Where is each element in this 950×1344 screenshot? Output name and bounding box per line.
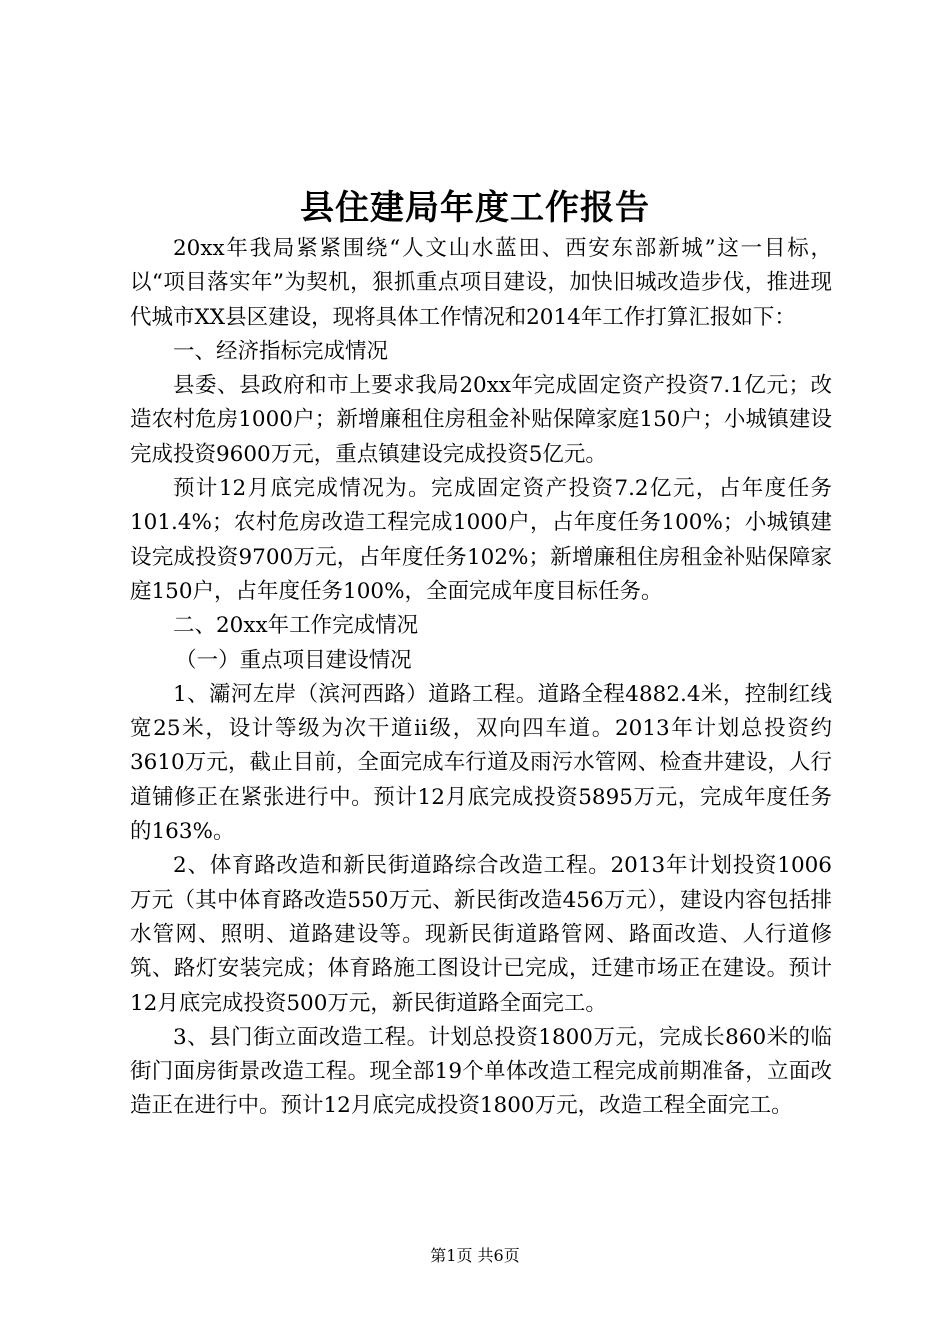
- project-3-paragraph: 3、县门街立面改造工程。计划总投资1800万元，完成长860米的临街门面房街景改造工程。现全部19个单体改造工程完成前期准备，立面改造正在进行中。预计12月底完成投资1800万元，改造工程全面完工。: [130, 1024, 832, 1119]
- forecast-paragraph: 预计12月底完成情况为。完成固定资产投资7.2亿元，占年度任务101.4%；农村危房改造工程完成1000户，占年度任务100%；小城镇建设完成投资9700万元，占年度任务102%；新增廉租住房租金补贴保障家庭150户，占年度任务100%，全面完成年度目标任务。: [130, 476, 832, 604]
- project-1-paragraph: 1、灞河左岸（滨河西路）道路工程。道路全程4882.4米，控制红线宽25米，设计等级为次干道ii级，双向四车道。2013年计划总投资约3610万元，截止目前，全面完成车行道及雨污水管网、检查井建设，人行道铺修正在紧张进行中。预计12月底完成投资5895万元，完成年度任务的163%。: [130, 681, 832, 845]
- page-number-footer: 第1页 共6页: [430, 1246, 520, 1265]
- targets-paragraph: 县委、县政府和市上要求我局20xx年完成固定资产投资7.1亿元；改造农村危房1000户；新增廉租住房租金补贴保障家庭150户；小城镇建设完成投资9600万元，重点镇建设完成投资5亿元。: [130, 373, 832, 467]
- intro-paragraph: 20xx年我局紧紧围绕“人文山水蓝田、西安东部新城”这一目标，以“项目落实年”为契机，狠抓重点项目建设，加快旧城改造步伐，推进现代城市XX县区建设，现将具体工作情况和2014年工作打算汇报如下：: [130, 236, 832, 330]
- section-heading-work-completion: 二、20xx年工作完成情况: [173, 613, 419, 639]
- subsection-heading-key-projects: （一）重点项目建设情况: [175, 647, 412, 673]
- project-2-paragraph: 2、体育路改造和新民街道路综合改造工程。2013年计划投资1006万元（其中体育路改造550万元、新民街改造456万元），建设内容包括排水管网、照明、道路建设等。现新民街道路管网、路面改造、人行道修筑、路灯安装完成；体育路施工图设计已完成，迁建市场正在建设。预计12月底完成投资500万元，新民街道路全面完工。: [130, 853, 832, 1016]
- section-heading-economic-indicators: 一、经济指标完成情况: [173, 338, 389, 364]
- document-body: [130, 232, 832, 1124]
- document-title: 县住建局年度工作报告: [300, 188, 650, 228]
